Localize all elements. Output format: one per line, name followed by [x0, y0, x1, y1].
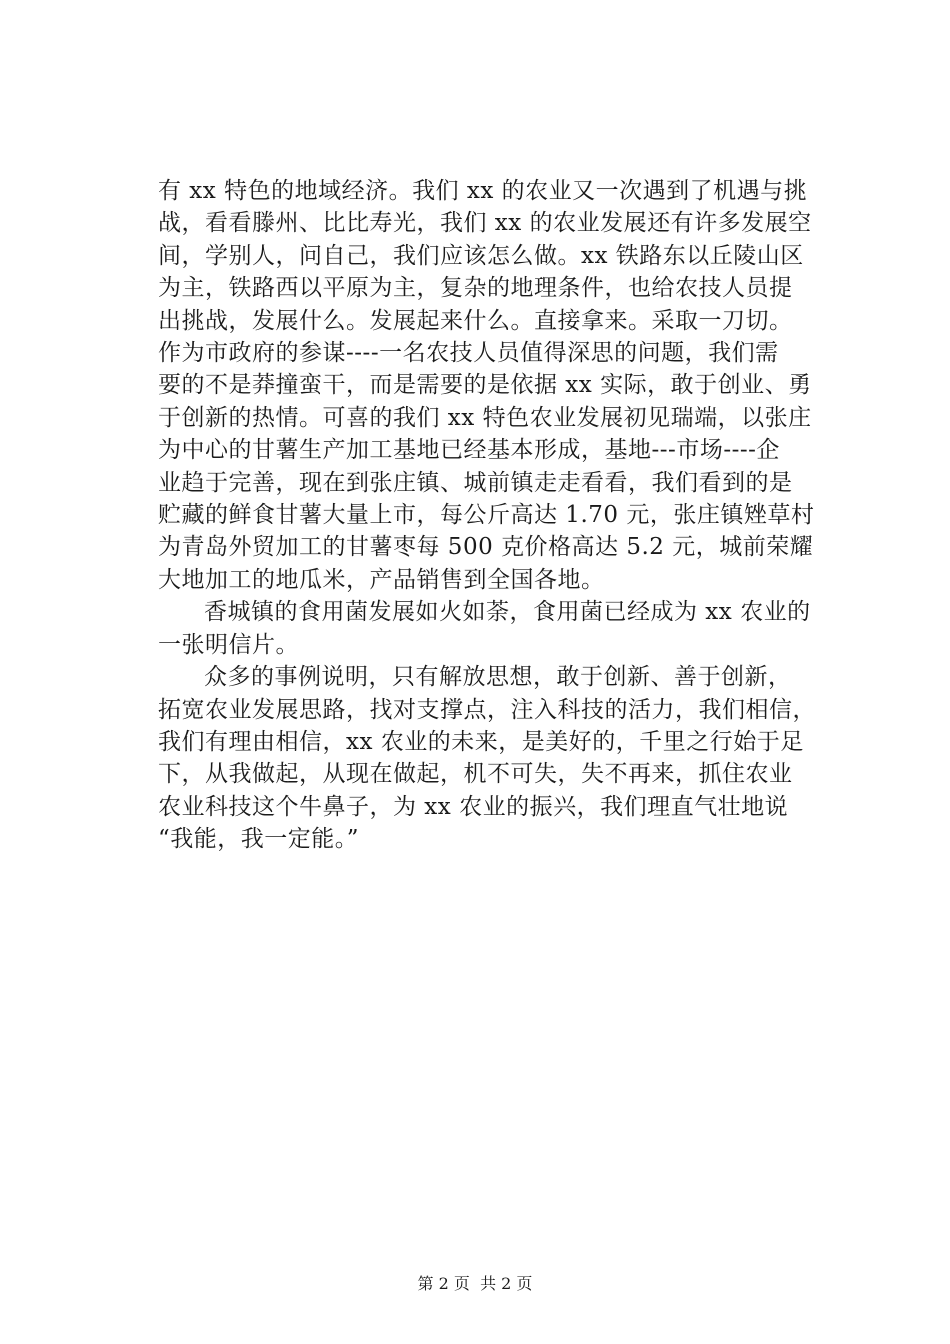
page-footer: [0, 1274, 950, 1294]
text-line: 一张明信片。: [158, 631, 299, 658]
text-line: 出挑战，发展什么。发展起来什么。直接拿来。采取一刀切。: [158, 307, 793, 334]
text-line: 于创新的热情。可喜的我们 xx 特色农业发展初见瑞端，以张庄: [158, 404, 812, 431]
text-line: 拓宽农业发展思路，找对支撑点，注入科技的活力，我们相信，: [158, 696, 816, 723]
text-line: 有 xx 特色的地域经济。我们 xx 的农业又一次遇到了机遇与挑: [158, 178, 808, 204]
text-line: 我们有理由相信，xx 农业的未来，是美好的，千里之行始于足: [158, 728, 804, 755]
text-line: 下，从我做起，从现在做起，机不可失，失不再来，抓住农业: [158, 761, 793, 788]
paragraph-2: [158, 596, 842, 661]
document-body: [158, 175, 842, 856]
text-line: 众多的事例说明，只有解放思想，敢于创新、善于创新，: [204, 664, 792, 691]
text-line: 为中心的甘薯生产加工基地已经基本形成，基地---市场----企: [158, 437, 780, 464]
text-line: 贮藏的鲜食甘薯大量上市，每公斤高达 1.70 元，张庄镇矬草村: [158, 502, 815, 529]
paragraph-1: [158, 175, 842, 596]
text-line: 香城镇的食用菌发展如火如荼，食用菌已经成为 xx 农业的: [204, 599, 811, 626]
text-line: “我能，我一定能。”: [158, 826, 360, 853]
text-line: 业趋于完善，现在到张庄镇、城前镇走走看看，我们看到的是: [158, 469, 793, 496]
text-line: 为青岛外贸加工的甘薯枣每 500 克价格高达 5.2 元，城前荣耀: [158, 534, 814, 561]
text-line: 作为市政府的参谋----一名农技人员值得深思的问题，我们需: [158, 340, 779, 367]
text-line: 大地加工的地瓜米，产品销售到全国各地。: [158, 566, 605, 593]
text-line: 战，看看滕州、比比寿光，我们 xx 的农业发展还有许多发展空: [158, 210, 812, 237]
text-line: 农业科技这个牛鼻子，为 xx 农业的振兴，我们理直气壮地说: [158, 793, 789, 820]
page-number-label: 第 2 页 共 2 页: [417, 1274, 533, 1293]
text-line: 间，学别人，问自己，我们应该怎么做。xx 铁路东以丘陵山区: [158, 242, 804, 269]
text-line: 为主，铁路西以平原为主，复杂的地理条件，也给农技人员提: [158, 275, 793, 302]
paragraph-3: [158, 661, 842, 855]
text-line: 要的不是莽撞蛮干，而是需要的是依据 xx 实际，敢于创业、勇: [158, 372, 812, 399]
